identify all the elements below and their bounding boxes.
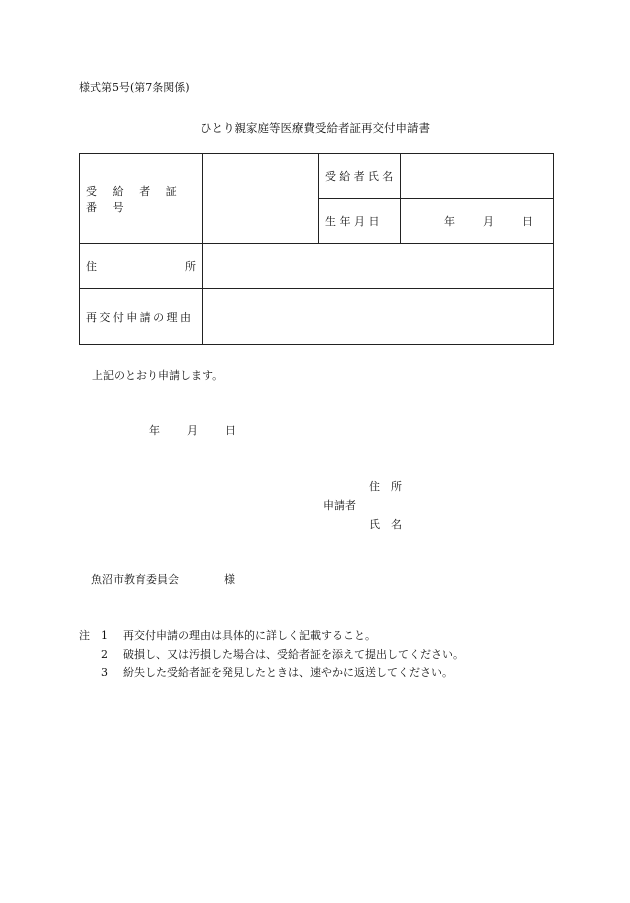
birthdate-year: 年 bbox=[444, 215, 455, 228]
notes-section bbox=[79, 627, 464, 683]
addressee bbox=[91, 571, 235, 587]
note-number: 3 bbox=[101, 666, 108, 679]
note-item bbox=[79, 646, 464, 665]
reason-field[interactable] bbox=[203, 289, 554, 345]
declaration-text: 上記のとおり申請します。 bbox=[92, 369, 224, 382]
note-number: 2 bbox=[101, 647, 108, 661]
birthdate-label: 生 年 月 日 bbox=[319, 199, 401, 244]
birthdate-field[interactable] bbox=[401, 199, 554, 244]
note-number: 1 bbox=[101, 629, 108, 642]
birthdate-month: 月 bbox=[483, 215, 494, 228]
address-field[interactable] bbox=[203, 244, 554, 289]
note-text: 紛失した受給者証を発見したときは、速やかに返送してください。 bbox=[123, 666, 453, 679]
reason-label: 再交付申請の理由 bbox=[80, 289, 203, 345]
document-title: ひとり親家庭等医療費受給者証再交付申請書 bbox=[200, 121, 430, 135]
recipient-name-label: 受給者氏名 bbox=[319, 154, 401, 199]
recipient-name-field[interactable] bbox=[401, 154, 554, 199]
note-text: 破損し、又は汚損した場合は、受給者証を添えて提出してください。 bbox=[123, 647, 464, 661]
date-year: 年 bbox=[149, 424, 160, 437]
applicant-address-label: 住 所 bbox=[369, 480, 402, 493]
address-label-right: 所 bbox=[185, 260, 196, 273]
addressee-honorific: 様 bbox=[224, 573, 235, 586]
applicant-name-label: 氏 名 bbox=[369, 518, 402, 531]
applicant-label: 申請者 bbox=[323, 499, 356, 512]
addressee-name: 魚沼市教育委員会 bbox=[91, 573, 179, 586]
note-item bbox=[79, 627, 464, 646]
application-date bbox=[149, 422, 236, 438]
address-label-left: 住 bbox=[86, 260, 97, 273]
application-table bbox=[79, 153, 554, 345]
notes-prefix: 注 bbox=[79, 629, 90, 642]
recipient-number-label: 受 給 者 証 番 号 bbox=[80, 154, 203, 244]
address-label bbox=[80, 244, 203, 289]
note-item bbox=[79, 664, 464, 683]
form-number-label: 様式第5号(第7条関係) bbox=[79, 81, 190, 94]
recipient-number-field[interactable] bbox=[203, 154, 319, 244]
date-day: 日 bbox=[225, 424, 236, 437]
note-text: 再交付申請の理由は具体的に詳しく記載すること。 bbox=[123, 629, 376, 642]
birthdate-day: 日 bbox=[522, 215, 533, 228]
date-month: 月 bbox=[187, 424, 198, 437]
